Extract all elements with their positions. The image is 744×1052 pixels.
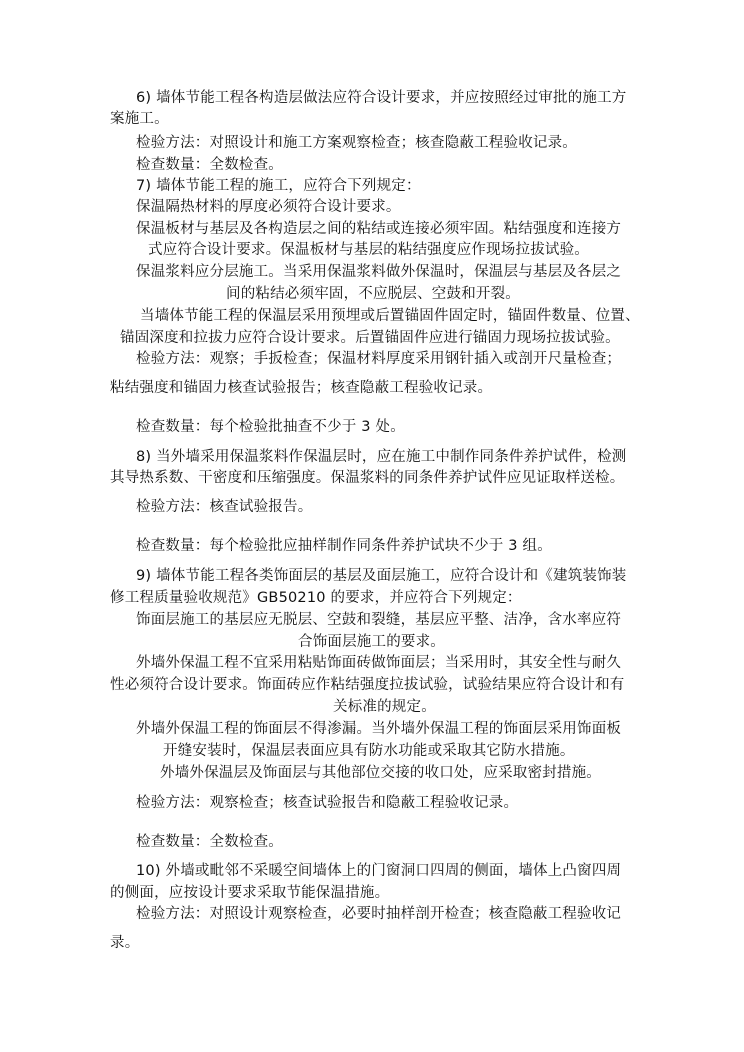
text-line: 修工程质量验收规范》GB50210 的要求，并应符合下列规定： bbox=[110, 590, 522, 606]
text-line: 其导热系数、干密度和压缩强度。保温浆料的同条件养护试件应见证取样送检。 bbox=[110, 470, 625, 486]
text-line: 外墙外保温工程不宜采用粘贴饰面砖做饰面层；当采用时，其安全性与耐久 bbox=[136, 655, 622, 671]
text-line: 粘结强度和锚固力核查试验报告；核查隐蔽工程验收记录。 bbox=[110, 380, 493, 396]
text-line: 当墙体节能工程的保温层采用预埋或后置锚固件固定时，锚固件数量、位置、 bbox=[140, 308, 640, 324]
text-line: 检查数量：每个检验批应抽样制作同条件养护试块不少于 3 组。 bbox=[136, 538, 552, 554]
text-line: 保温浆料应分层施工。当采用保温浆料做外保温时，保温层与基层及各层之 bbox=[136, 264, 622, 280]
text-line: 性必须符合设计要求。饰面砖应作粘结强度拉拔试验，试验结果应符合设计和有 bbox=[110, 677, 625, 693]
text-line: 9) 墙体节能工程各类饰面层的基层及面层施工，应符合设计和《建筑装饰装 bbox=[136, 568, 627, 584]
text-line: 的侧面，应按设计要求采取节能保温措施。 bbox=[110, 885, 390, 901]
text-line: 外墙外保温工程的饰面层不得渗漏。当外墙外保温工程的饰面层采用饰面板 bbox=[136, 721, 622, 737]
text-line: 检查数量：全数检查。 bbox=[136, 834, 283, 850]
text-line: 检验方法：对照设计和施工方案观察检查；核查隐蔽工程验收记录。 bbox=[136, 135, 577, 151]
text-line: 检验方法：核查试验报告。 bbox=[136, 499, 313, 515]
text-line: 10) 外墙或毗邻不采暖空间墙体上的门窗洞口四周的侧面，墙体上凸窗四周 bbox=[136, 863, 622, 879]
text-line: 8) 当外墙采用保温浆料作保温层时，应在施工中制作同条件养护试件，检测 bbox=[136, 449, 627, 465]
text-line: 案施工。 bbox=[110, 111, 169, 127]
text-line: 7) 墙体节能工程的施工，应符合下列规定： bbox=[136, 178, 421, 194]
text-line: 合饰面层施工的要求。 bbox=[298, 634, 445, 650]
text-line: 录。 bbox=[110, 935, 140, 951]
text-line: 开缝安装时，保温层表面应具有防水功能或采取其它防水措施。 bbox=[163, 743, 575, 759]
text-line: 间的粘结必须牢固，不应脱层、空鼓和开裂。 bbox=[226, 286, 520, 302]
text-line: 6) 墙体节能工程各构造层做法应符合设计要求，并应按照经过审批的施工方 bbox=[136, 90, 627, 106]
text-line: 锚固深度和拉拔力应符合设计要求。后置锚固件应进行锚固力现场拉拔试验。 bbox=[120, 330, 620, 346]
text-line: 保温板材与基层及各构造层之间的粘结或连接必须牢固。粘结强度和连接方 bbox=[136, 221, 622, 237]
text-line: 检查数量：每个检验批抽查不少于 3 处。 bbox=[136, 419, 405, 435]
text-line: 外墙外保温层及饰面层与其他部位交接的收口处，应采取密封措施。 bbox=[160, 765, 601, 781]
text-line: 检验方法：观察；手扳检查；保温材料厚度采用钢针插入或剖开尺量检查； bbox=[136, 351, 622, 367]
text-line: 检验方法：对照设计观察检查，必要时抽样剖开检查；核查隐蔽工程验收记 bbox=[136, 906, 622, 922]
text-line: 关标准的规定。 bbox=[333, 699, 436, 715]
text-line: 保温隔热材料的厚度必须符合设计要求。 bbox=[136, 199, 401, 215]
text-line: 检验方法：观察检查；核查试验报告和隐蔽工程验收记录。 bbox=[136, 795, 519, 811]
text-line: 式应符合设计要求。保温板材与基层的粘结强度应作现场拉拔试验。 bbox=[148, 242, 589, 258]
text-line: 饰面层施工的基层应无脱层、空鼓和裂缝，基层应平整、洁净，含水率应符 bbox=[136, 612, 622, 628]
text-line: 检查数量：全数检查。 bbox=[136, 157, 283, 173]
